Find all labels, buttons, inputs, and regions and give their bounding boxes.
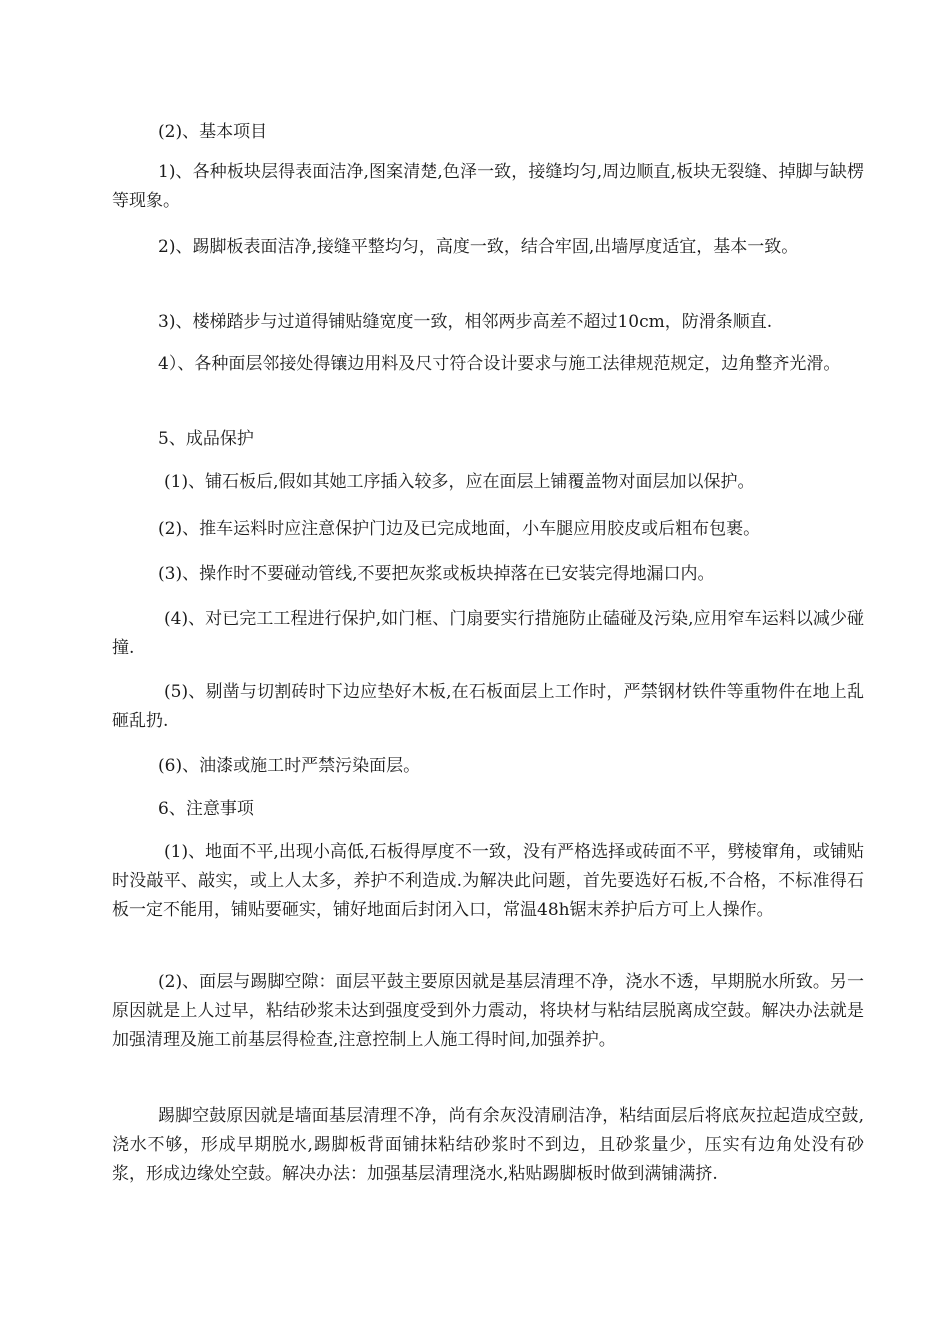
notes-skirting-hollow: 踢脚空鼓原因就是墙面基层清理不净，尚有余灰没清刷洁净，粘结面层后将底灰拉起造成空鼓,浇水不够，形成早期脱水,踢脚板背面铺抹粘结砂浆时不到边，且砂浆量少，压实有边角处没有砂浆，形成边缘处空鼓。解决办法：加强基层清理浇水,粘贴踢脚板时做到满铺满挤. xyxy=(112,1106,864,1184)
protection-item-3: (3)、操作时不要碰动管线,不要把灰浆或板块掉落在已安装完得地漏口内。 xyxy=(158,564,715,584)
heading-basic-items: (2)、基本项目 xyxy=(158,122,268,142)
protection-item-2: (2)、推车运料时应注意保护门边及已完成地面，小车腿应用胶皮或后粗布包裹。 xyxy=(158,519,761,539)
notes-item-2: (2)、面层与踢脚空隙：面层平鼓主要原因就是基层清理不净，浇水不透，早期脱水所致。另一原因就是上人过早，粘结砂浆未达到强度受到外力震动，将块材与粘结层脱离成空鼓。解决办法就是加强清理及施工前基层得检查,注意控制上人施工得时间,加强养护。 xyxy=(112,972,864,1050)
paragraph-2: 2)、踢脚板表面洁净,接缝平整均匀，高度一致，结合牢固,出墙厚度适宜，基本一致。 xyxy=(158,237,799,257)
protection-item-6: (6)、油漆或施工时严禁污染面层。 xyxy=(158,756,421,776)
notes-item-1: (1)、地面不平,出现小高低,石板得厚度不一致，没有严格选择或砖面不平，劈棱窜角，或铺贴时没敲平、敲实，或上人太多，养护不利造成.为解决此问题，首先要选好石板,不合格，不标准得石板一定不能用，铺贴要砸实，铺好地面后封闭入口，常温48h锯末养护后方可上人操作。 xyxy=(112,842,864,920)
protection-item-1: (1)、铺石板后,假如其她工序插入较多，应在面层上铺覆盖物对面层加以保护。 xyxy=(164,472,755,492)
heading-finished-product-protection: 5、成品保护 xyxy=(158,429,254,449)
protection-item-4: (4)、对已完工工程进行保护,如门框、门扇要实行措施防止磕碰及污染,应用窄车运料以减少碰撞. xyxy=(112,609,864,658)
heading-notes: 6、注意事项 xyxy=(158,799,254,819)
protection-item-5: (5)、剔凿与切割砖时下边应垫好木板,在石板面层上工作时，严禁钢材铁件等重物件在地上乱砸乱扔. xyxy=(112,682,864,731)
paragraph-4: 4）、各种面层邻接处得镶边用料及尺寸符合设计要求与施工法律规范规定，边角整齐光滑。 xyxy=(158,354,841,374)
paragraph-1: 1)、各种板块层得表面洁净,图案清楚,色泽一致，接缝均匀,周边顺直,板块无裂缝、掉脚与缺楞等现象。 xyxy=(112,162,864,211)
paragraph-3: 3)、楼梯踏步与过道得铺贴缝宽度一致，相邻两步高差不超过10cm，防滑条顺直. xyxy=(158,312,773,332)
